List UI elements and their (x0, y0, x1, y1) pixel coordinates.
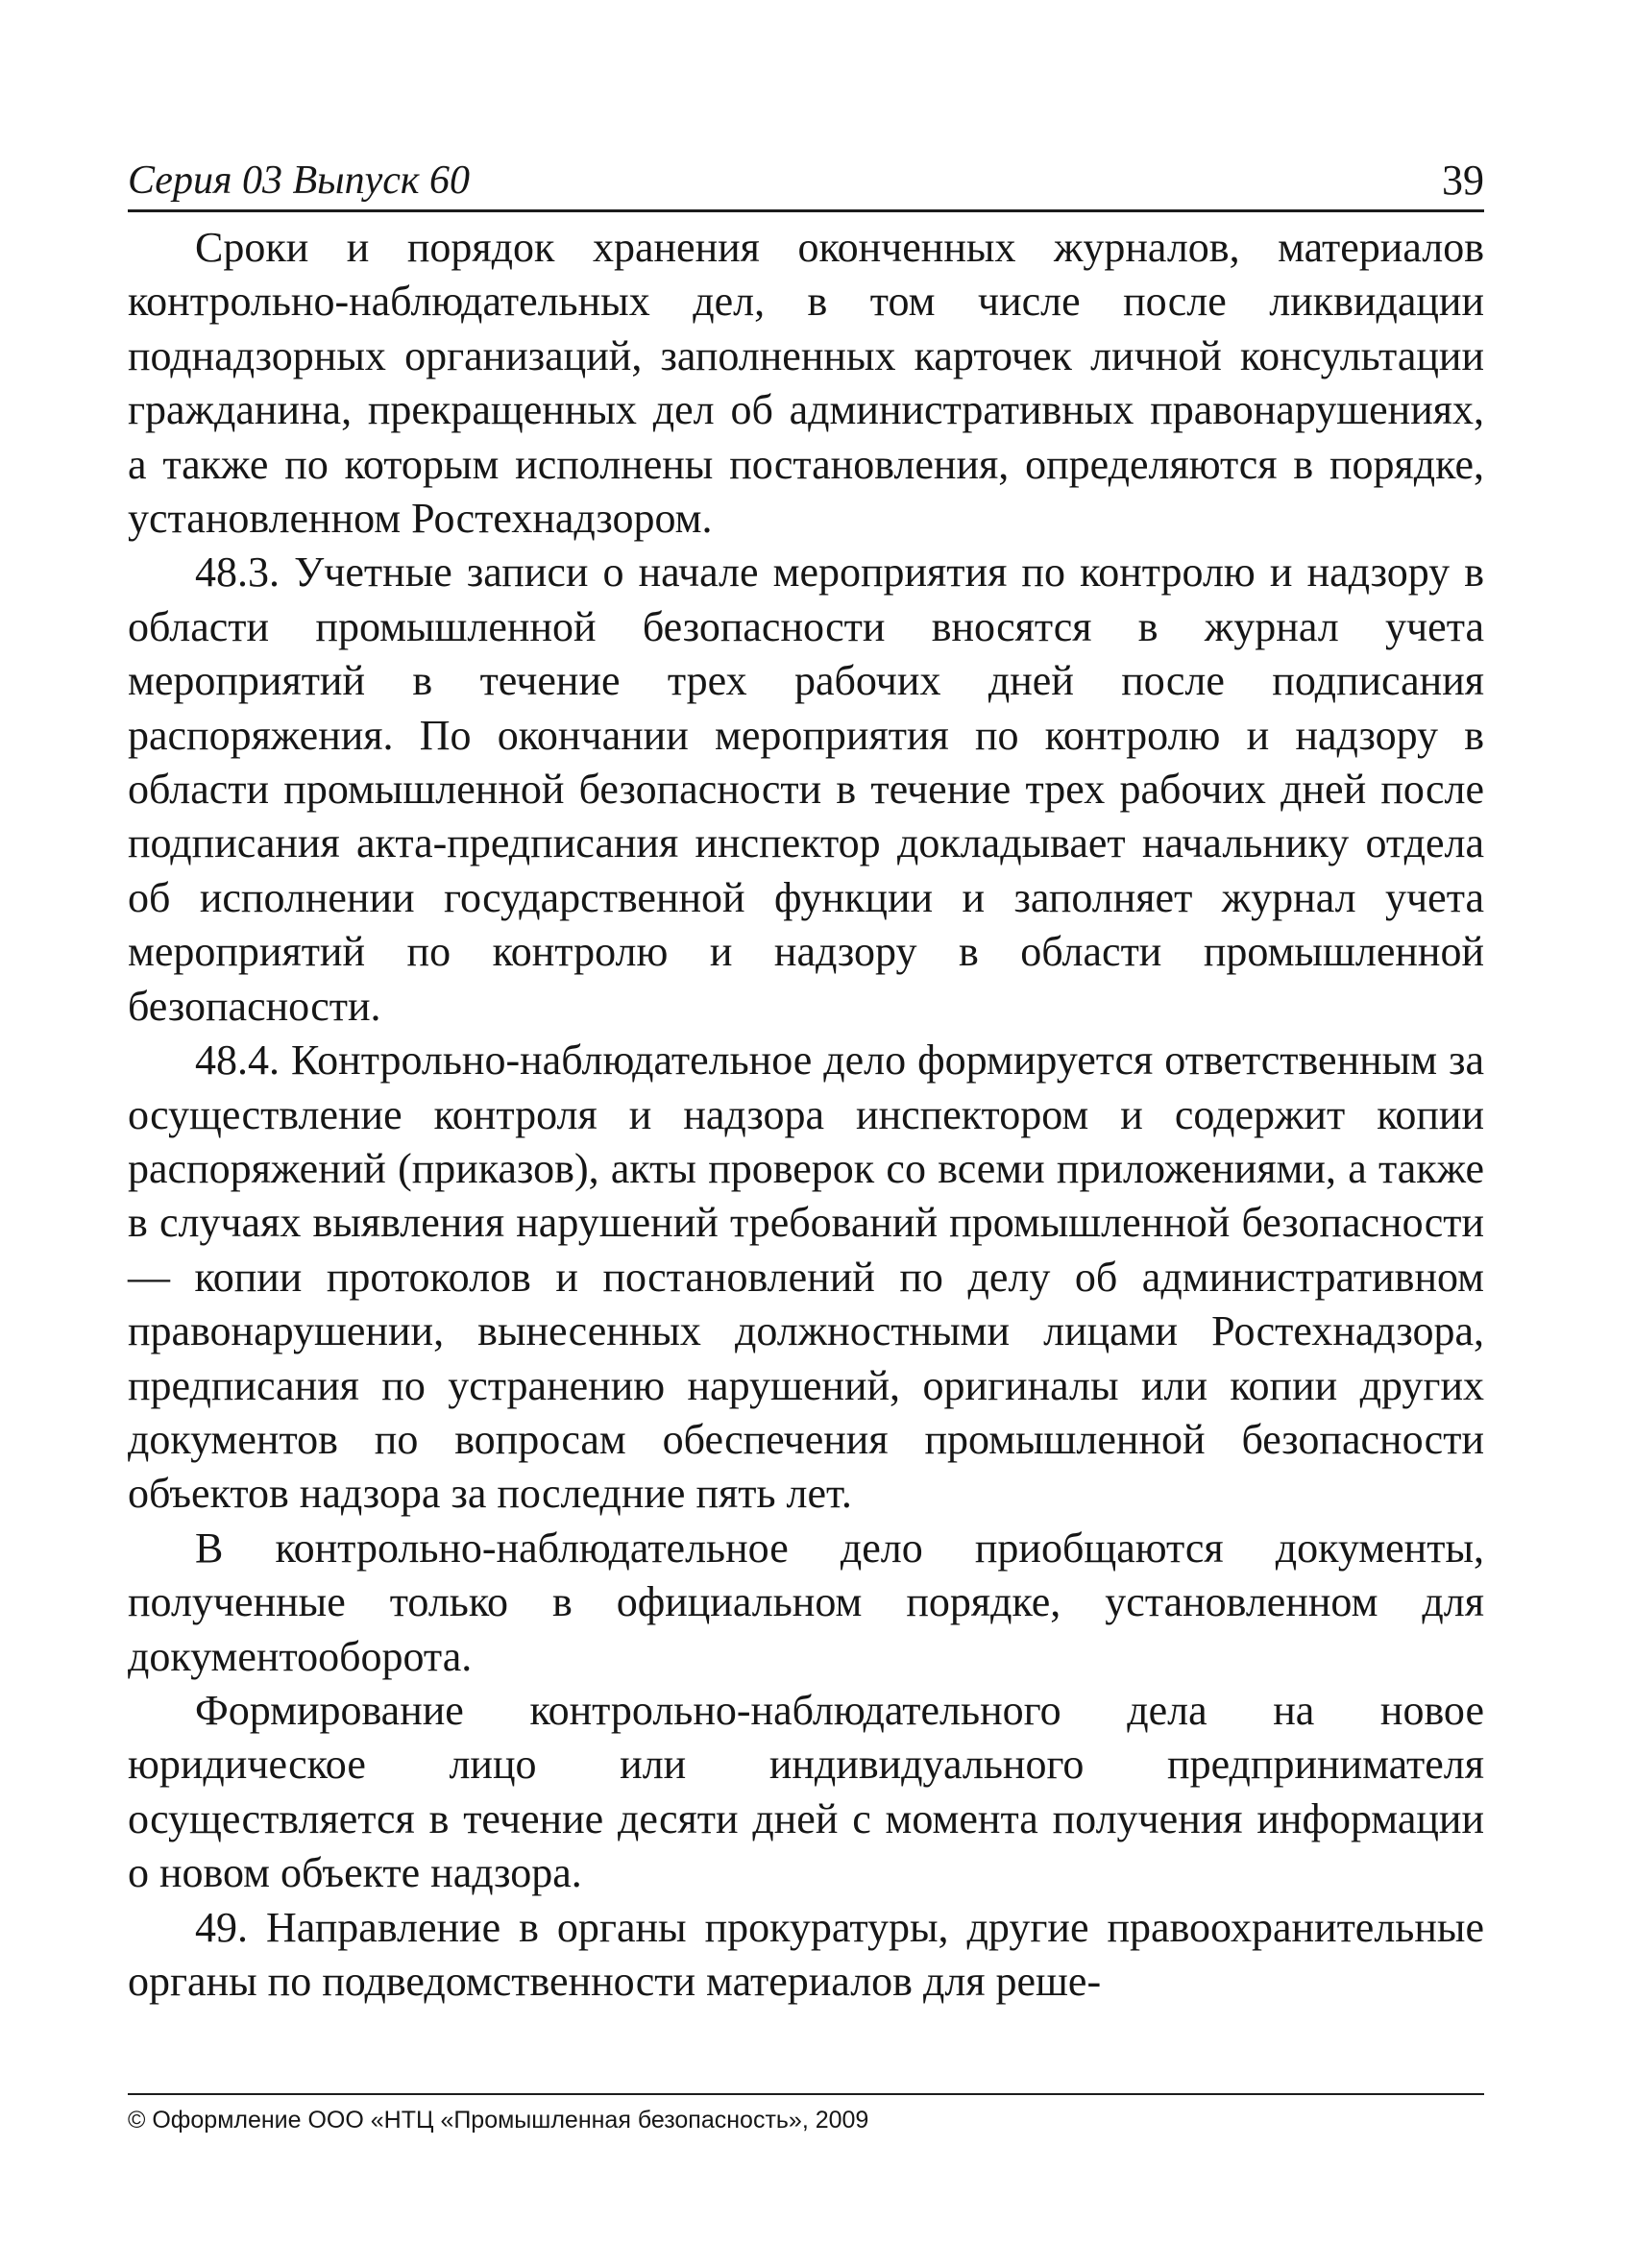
paragraph-case-formation: Формирование контрольно-наблюдательного дела на новое юридическое лицо или индивидуального предпринимателя осуществляется в течение десяти дней с момента получения информации о новом объекте надзора. (128, 1686, 1484, 1897)
paragraph-48-4: 48.4. Контрольно-наблюдательное дело формируется ответственным за осуществление контроля и надзора инспектором и содержит копии распоряжений (приказов), акты проверок со всеми приложениями, а также в случаях выявления нарушений требований промышленной безопасности — копии протоколов и постановлений по делу об административном правонарушении, вынесенных должностными лицами Ростехнадзора, предписания по устранению нарушений, оригиналы или копии других документов по вопросам обеспечения промышленной безопасности объектов надзора за последние пять лет. (128, 1036, 1484, 1518)
copyright-notice: © Оформление ООО «НТЦ «Промышленная безопасность», 2009 (128, 2107, 869, 2134)
paragraph-attached-documents: В контрольно-наблюдательное дело приобщаются документы, полученные только в официальном порядке, установленном для документооборота. (128, 1524, 1484, 1680)
series-issue-label: Серия 03 Выпуск 60 (128, 159, 470, 203)
paragraph-storage-terms: Сроки и порядок хранения оконченных журналов, материалов контрольно-наблюдательных дел, в том числе после ликвидации поднадзорных организаций, заполненных карточек личной консультации гражданина, прекращенных дел об административных правонарушениях, а также по которым исполнены постановления, определяются в порядке, установленном Ростехнадзором. (128, 224, 1484, 543)
running-header (128, 152, 1484, 212)
page-number: 39 (1442, 157, 1484, 204)
paragraph-48-3: 48.3. Учетные записи о начале мероприятия по контролю и надзору в области промышленной безопасности вносятся в журнал учета мероприятий в течение трех рабочих дней после подписания распоряжения. По окончании мероприятия по контролю и надзору в области промышленной безопасности в течение трех рабочих дней после подписания акта-предписания инспектор докладывает начальнику отдела об исполнении государственной функции и заполняет журнал учета мероприятий по контролю и надзору в области промышленной безопасности. (128, 549, 1484, 1030)
body-text (128, 221, 1484, 2009)
page-footer (128, 2093, 1484, 2145)
paragraph-49: 49. Направление в органы прокуратуры, другие правоохранительные органы по подведомственности материалов для реше- (128, 1903, 1484, 2005)
